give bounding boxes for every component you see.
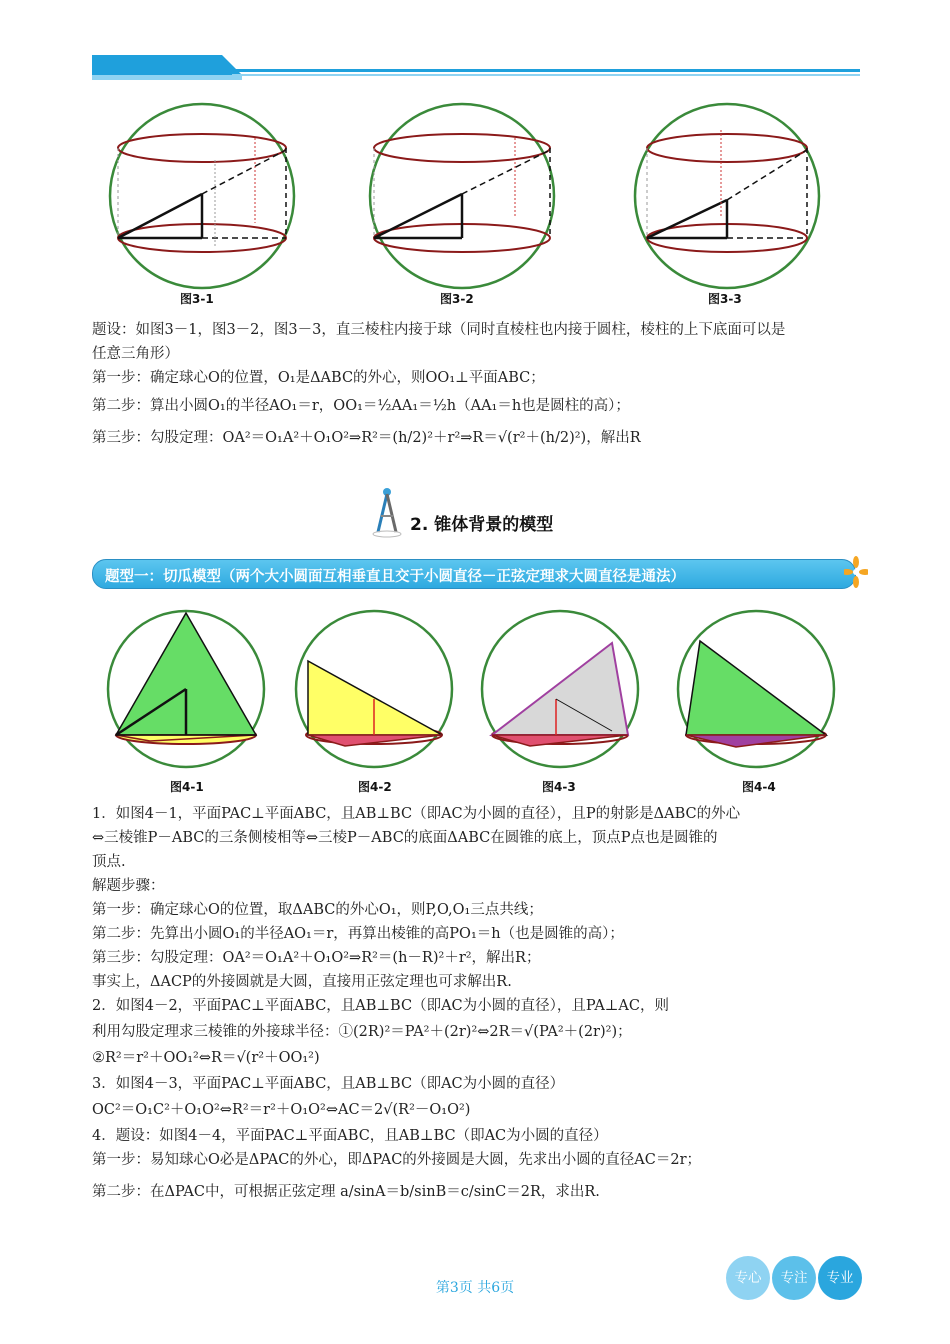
- badge-zhuanxin: 专心: [726, 1256, 770, 1300]
- figure-caption: 图3-3: [708, 292, 742, 306]
- prism-step3: 第三步：勾股定理：OA²＝O₁A²＋O₁O²⇒R²＝(h/2)²＋r²⇒R＝√(r²＋(h/2)²)，解出R: [92, 430, 641, 446]
- cone-item3-line1: 3．如图4－3，平面PAC⊥平面ABC，且AB⊥BC（即AC为小圆的直径）: [92, 1076, 565, 1092]
- cone-item3-line2: OC²＝O₁C²＋O₁O²⇔R²＝r²＋O₁O²⇔AC＝2√(R²－O₁O²): [92, 1102, 471, 1118]
- figure-caption: 图3-2: [440, 292, 474, 306]
- flower-icon: [844, 554, 868, 590]
- prism-figures: [0, 98, 950, 298]
- prism-intro-line1: 题设：如图3－1，图3－2，图3－3，直三棱柱内接于球（同时直棱柱也内接于圆柱，棱柱的上下底面可以是: [92, 322, 786, 338]
- cone-figures: [0, 605, 950, 790]
- cone-step3: 第三步：勾股定理：OA²＝O₁A²＋O₁O²⇒R²＝(h－R)²＋r²，解出R；: [92, 950, 541, 966]
- section-title-text: 2. 锥体背景的模型: [410, 515, 554, 535]
- page-number: 第3页 共6页: [435, 1280, 515, 1296]
- figure-4-4: [678, 611, 834, 767]
- prism-step1: 第一步：确定球心O的位置，O₁是ΔABC的外心，则OO₁⊥平面ABC；: [92, 370, 545, 386]
- cone-item1-line3: 顶点.: [92, 854, 126, 870]
- figure-3-1: [110, 104, 294, 288]
- figure-caption: 图4-1: [170, 780, 204, 794]
- cone-fact: 事实上，ΔACP的外接圆就是大圆，直接用正弦定理也可求解出R.: [92, 974, 512, 990]
- figure-3-2: [370, 104, 554, 288]
- figure-caption: 图3-1: [180, 292, 214, 306]
- figure-caption: 图4-3: [542, 780, 576, 794]
- cone-text-block: [92, 802, 862, 1204]
- figure-caption: 图4-4: [742, 780, 776, 794]
- cone-step2: 第二步：先算出小圆O₁的半径AO₁＝r，再算出棱锥的高PO₁＝h（也是圆锥的高）；: [92, 926, 624, 942]
- motto-badges: [720, 1256, 870, 1302]
- cone-step1: 第一步：确定球心O的位置，取ΔABC的外心O₁，则P,O,O₁三点共线；: [92, 902, 543, 918]
- header-bar: [92, 55, 860, 81]
- figure-4-3: [482, 611, 638, 767]
- topic-banner-bg: [92, 559, 856, 589]
- cone-item4-line2: 第一步：易知球心O必是ΔPAC的外心，即ΔPAC的外接圆是大圆，先求出小圆的直径AC＝2r；: [92, 1152, 702, 1168]
- prism-step2: 第二步：算出小圆O₁的半径AO₁＝r，OO₁＝½AA₁＝½h（AA₁＝h也是圆柱的高）；: [92, 398, 630, 414]
- topic-banner-title: 题型一：切瓜模型（两个大小圆面互相垂直且交于小圆直径－正弦定理求大圆直径是通法）: [105, 569, 685, 585]
- cone-item2-line1: 2．如图4－2，平面PAC⊥平面ABC，且AB⊥BC（即AC为小圆的直径），且PA⊥AC，则: [92, 998, 669, 1014]
- figure-4-2: [296, 611, 452, 767]
- prism-intro-line2: 任意三角形）: [92, 346, 179, 362]
- cone-item2-line2: 利用勾股定理求三棱锥的外接球半径：①(2R)²＝PA²＋(2r)²⇔2R＝√(PA²＋(2r)²)；: [92, 1024, 632, 1040]
- cone-item4-line3: 第二步：在ΔPAC中，可根据正弦定理 a/sinA＝b/sinB＝c/sinC＝2R，求出R.: [92, 1184, 600, 1200]
- figure-3-3: [635, 104, 819, 288]
- topic-banner: [92, 554, 864, 596]
- badge-zhuanzhu: 专注: [772, 1256, 816, 1300]
- section-title: [370, 500, 630, 544]
- cone-item2-line3: ②R²＝r²＋OO₁²⇔R＝√(r²＋OO₁²): [92, 1050, 320, 1066]
- figure-caption: 图4-2: [358, 780, 392, 794]
- prism-text-block: [92, 318, 862, 450]
- cone-item1-line2: ⇔三棱锥P－ABC的三条侧棱相等⇔三棱P－ABC的底面ΔABC在圆锥的底上，顶点P点也是圆锥的: [92, 830, 718, 846]
- figure-4-1: [108, 611, 264, 767]
- cone-item1-line1: 1．如图4－1，平面PAC⊥平面ABC，且AB⊥BC（即AC为小圆的直径），且P的射影是ΔABC的外心: [92, 806, 741, 822]
- cone-item4-line1: 4．题设：如图4－4，平面PAC⊥平面ABC，且AB⊥BC（即AC为小圆的直径）: [92, 1128, 608, 1144]
- compass-icon: [370, 486, 404, 538]
- cone-steps-label: 解题步骤：: [92, 878, 165, 894]
- badge-zhuanye: 专业: [818, 1256, 862, 1300]
